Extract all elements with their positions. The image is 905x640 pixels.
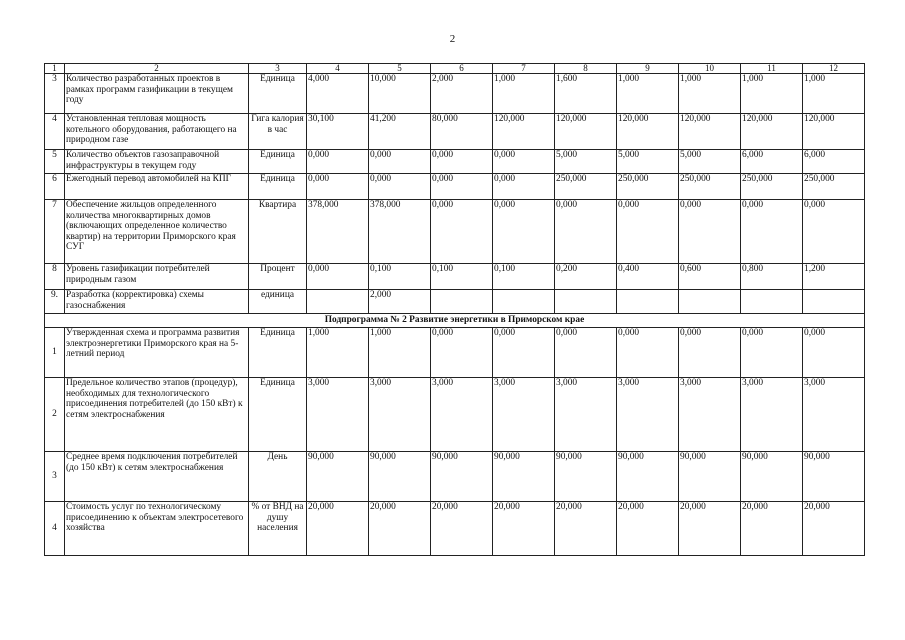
value-cell: 20,000 [307, 502, 369, 556]
value-cell: 20,000 [617, 502, 679, 556]
value-cell: 1,200 [803, 264, 865, 290]
value-cell: 90,000 [431, 452, 493, 502]
unit-cell: единица [249, 290, 307, 314]
value-cell: 3,000 [679, 378, 741, 452]
value-cell: 250,000 [617, 174, 679, 200]
value-cell: 120,000 [555, 114, 617, 150]
indicator-name: Количество объектов газозаправочной инфраструктуры в текущем году [65, 150, 249, 174]
value-cell: 0,800 [741, 264, 803, 290]
value-cell: 120,000 [493, 114, 555, 150]
value-cell: 2,000 [431, 74, 493, 114]
value-cell: 0,000 [431, 174, 493, 200]
table-row [45, 378, 865, 452]
page-number: 2 [449, 33, 456, 45]
value-cell: 5,000 [555, 150, 617, 174]
value-cell: 120,000 [617, 114, 679, 150]
value-cell: 6,000 [741, 150, 803, 174]
value-cell: 0,000 [493, 150, 555, 174]
indicator-name: Обеспечение жильцов определенного количества многоквартирных домов (включающих определенное количество квартир) на территории Приморского края СУГ [65, 200, 249, 264]
table-row [45, 150, 865, 174]
value-cell: 3,000 [493, 378, 555, 452]
value-cell: 0,100 [431, 264, 493, 290]
indicator-name: Утвержденная схема и программа развития электроэнергетики Приморского края на 5-летний период [65, 328, 249, 378]
value-cell: 0,000 [679, 200, 741, 264]
indicator-name: Ежегодный перевод автомобилей на КПГ [65, 174, 249, 200]
value-cell: 1,000 [741, 74, 803, 114]
value-cell: 0,000 [679, 328, 741, 378]
value-cell: 90,000 [307, 452, 369, 502]
value-cell [493, 290, 555, 314]
value-cell: 1,000 [493, 74, 555, 114]
unit-cell: Единица [249, 328, 307, 378]
value-cell: 0,000 [803, 328, 865, 378]
value-cell: 20,000 [741, 502, 803, 556]
value-cell: 0,000 [369, 150, 431, 174]
value-cell: 3,000 [307, 378, 369, 452]
header-row [45, 64, 865, 74]
value-cell: 10,000 [369, 74, 431, 114]
unit-cell: День [249, 452, 307, 502]
value-cell: 3,000 [741, 378, 803, 452]
value-cell: 1,600 [555, 74, 617, 114]
value-cell: 90,000 [679, 452, 741, 502]
value-cell [307, 290, 369, 314]
row-number: 5 [45, 150, 65, 174]
value-cell: 120,000 [741, 114, 803, 150]
subprogram-row [45, 314, 865, 328]
value-cell: 250,000 [555, 174, 617, 200]
value-cell: 378,000 [307, 200, 369, 264]
value-cell: 0,000 [741, 328, 803, 378]
value-cell: 3,000 [803, 378, 865, 452]
subprogram-title: Подпрограмма № 2 Развитие энергетики в Приморском крае [45, 314, 865, 328]
value-cell: 90,000 [741, 452, 803, 502]
value-cell: 3,000 [369, 378, 431, 452]
value-cell: 90,000 [555, 452, 617, 502]
value-cell: 20,000 [431, 502, 493, 556]
value-cell [617, 290, 679, 314]
value-cell [803, 290, 865, 314]
value-cell [431, 290, 493, 314]
value-cell: 0,000 [307, 174, 369, 200]
table-row [45, 328, 865, 378]
header-cell: 10 [679, 64, 741, 74]
value-cell: 20,000 [803, 502, 865, 556]
unit-cell: Единица [249, 150, 307, 174]
header-cell: 3 [249, 64, 307, 74]
unit-cell: Единица [249, 74, 307, 114]
row-number: 2 [45, 378, 65, 452]
value-cell: 0,200 [555, 264, 617, 290]
indicator-name: Стоимость услуг по технологическому присоединению к объектам электросетевого хозяйства [65, 502, 249, 556]
value-cell: 41,200 [369, 114, 431, 150]
indicator-name: Предельное количество этапов (процедур), необходимых для технологического присоединения потребителей (до 150 кВт) к сетям электроснабжения [65, 378, 249, 452]
value-cell: 0,000 [307, 264, 369, 290]
value-cell: 0,000 [493, 200, 555, 264]
header-cell: 9 [617, 64, 679, 74]
value-cell: 90,000 [369, 452, 431, 502]
value-cell: 0,000 [431, 150, 493, 174]
value-cell: 2,000 [369, 290, 431, 314]
value-cell: 378,000 [369, 200, 431, 264]
value-cell: 250,000 [741, 174, 803, 200]
indicator-name: Уровень газификации потребителей природным газом [65, 264, 249, 290]
value-cell: 5,000 [617, 150, 679, 174]
value-cell: 1,000 [369, 328, 431, 378]
value-cell: 0,000 [307, 150, 369, 174]
value-cell: 80,000 [431, 114, 493, 150]
value-cell [679, 290, 741, 314]
table-row [45, 452, 865, 502]
value-cell [555, 290, 617, 314]
table-row [45, 290, 865, 314]
value-cell: 0,000 [431, 328, 493, 378]
table-row [45, 174, 865, 200]
row-number: 3 [45, 452, 65, 502]
value-cell: 250,000 [679, 174, 741, 200]
value-cell: 0,000 [617, 200, 679, 264]
value-cell: 0,000 [493, 328, 555, 378]
indicator-name: Среднее время подключения потребителей (до 150 кВт) к сетям электроснабжения [65, 452, 249, 502]
row-number: 8 [45, 264, 65, 290]
table-row [45, 200, 865, 264]
value-cell: 0,400 [617, 264, 679, 290]
value-cell: 3,000 [431, 378, 493, 452]
value-cell: 0,600 [679, 264, 741, 290]
value-cell: 1,000 [617, 74, 679, 114]
header-cell: 6 [431, 64, 493, 74]
header-cell: 12 [803, 64, 865, 74]
indicators-table [44, 63, 865, 556]
value-cell: 120,000 [679, 114, 741, 150]
value-cell: 0,000 [555, 200, 617, 264]
unit-cell: Единица [249, 378, 307, 452]
header-cell: 11 [741, 64, 803, 74]
row-number: 1 [45, 328, 65, 378]
indicator-name: Разработка (корректировка) схемы газоснабжения [65, 290, 249, 314]
unit-cell: Процент [249, 264, 307, 290]
table-row [45, 502, 865, 556]
value-cell: 1,000 [803, 74, 865, 114]
value-cell: 90,000 [493, 452, 555, 502]
header-cell: 7 [493, 64, 555, 74]
table-row [45, 74, 865, 114]
value-cell: 0,000 [617, 328, 679, 378]
value-cell: 30,100 [307, 114, 369, 150]
value-cell: 20,000 [493, 502, 555, 556]
value-cell: 3,000 [555, 378, 617, 452]
value-cell: 120,000 [803, 114, 865, 150]
table-row [45, 114, 865, 150]
value-cell: 0,000 [803, 200, 865, 264]
value-cell: 20,000 [555, 502, 617, 556]
value-cell: 6,000 [803, 150, 865, 174]
unit-cell: % от ВНД на душу населения [249, 502, 307, 556]
value-cell: 0,100 [493, 264, 555, 290]
value-cell [741, 290, 803, 314]
value-cell: 250,000 [803, 174, 865, 200]
header-cell: 8 [555, 64, 617, 74]
value-cell: 0,000 [369, 174, 431, 200]
value-cell: 0,000 [555, 328, 617, 378]
value-cell: 4,000 [307, 74, 369, 114]
row-number: 7 [45, 200, 65, 264]
row-number: 6 [45, 174, 65, 200]
value-cell: 0,000 [431, 200, 493, 264]
value-cell: 1,000 [307, 328, 369, 378]
table-row [45, 264, 865, 290]
unit-cell: Квартира [249, 200, 307, 264]
row-number: 4 [45, 114, 65, 150]
header-cell: 4 [307, 64, 369, 74]
header-cell: 1 [45, 64, 65, 74]
value-cell: 5,000 [679, 150, 741, 174]
indicator-name: Установленная тепловая мощность котельного оборудования, работающего на природном газе [65, 114, 249, 150]
value-cell: 0,000 [741, 200, 803, 264]
value-cell: 20,000 [369, 502, 431, 556]
value-cell: 90,000 [803, 452, 865, 502]
row-number: 4 [45, 502, 65, 556]
header-cell: 5 [369, 64, 431, 74]
row-number: 9. [45, 290, 65, 314]
row-number: 3 [45, 74, 65, 114]
value-cell: 20,000 [679, 502, 741, 556]
value-cell: 0,100 [369, 264, 431, 290]
value-cell: 1,000 [679, 74, 741, 114]
unit-cell: Единица [249, 174, 307, 200]
value-cell: 90,000 [617, 452, 679, 502]
indicator-name: Количество разработанных проектов в рамках программ газификации в текущем году [65, 74, 249, 114]
value-cell: 0,000 [493, 174, 555, 200]
value-cell: 3,000 [617, 378, 679, 452]
header-cell: 2 [65, 64, 249, 74]
unit-cell: Гига калория в час [249, 114, 307, 150]
